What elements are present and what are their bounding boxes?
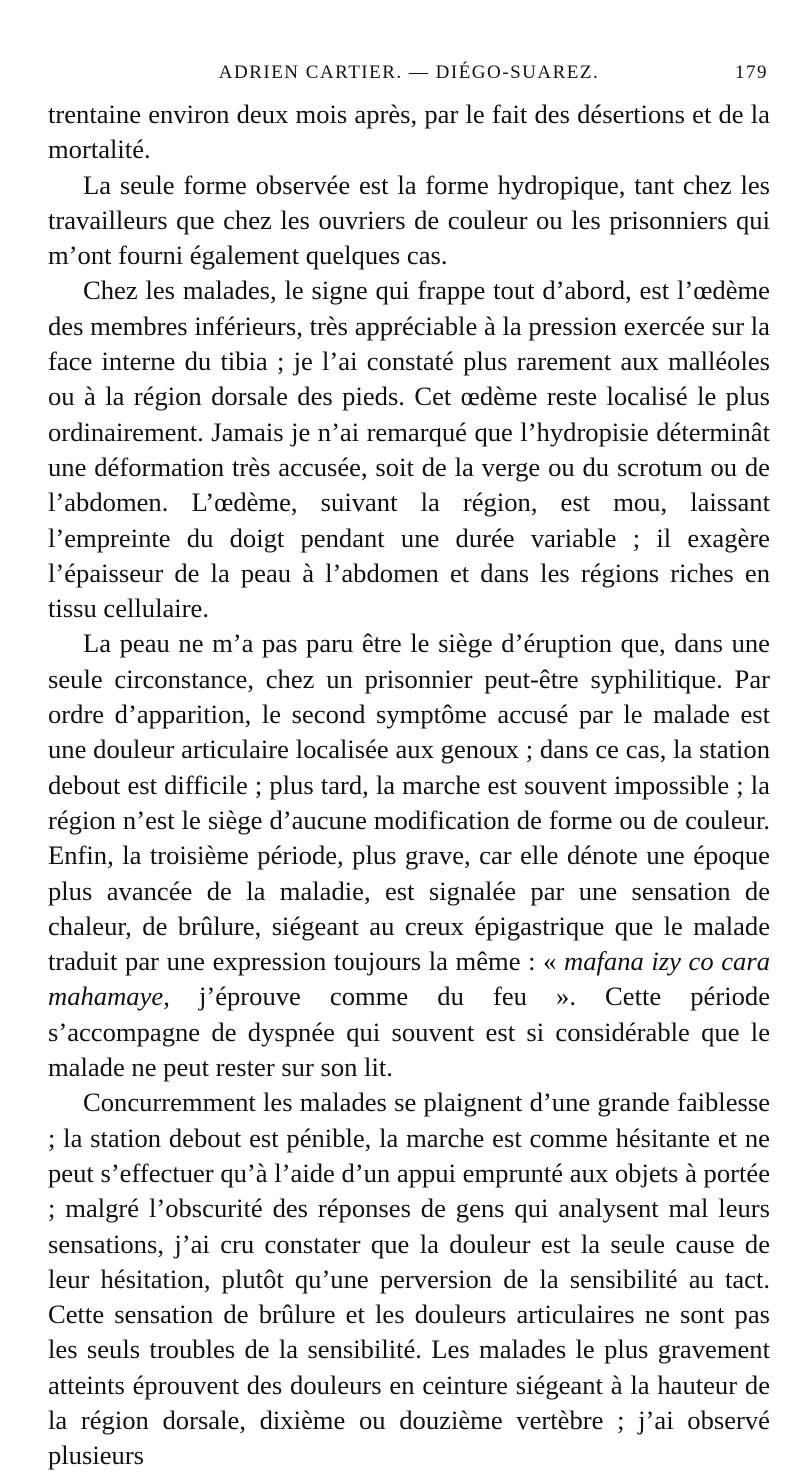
page-number: 179 — [735, 62, 768, 83]
italic-quote: mafana izy co cara mahamaye — [48, 946, 770, 1012]
paragraph-text: La peau ne m’a pas paru être le siège d’éruption que, dans une seule circonstance, chez un prisonnier peut-être syphilitique. Par ordre d’apparition, le second symptôme accusé par le malade est une douleur articulaire localisée aux genoux ; dans ce cas, la station debout est difficile ; plus tard, la marche est souvent impossible ; la région n’est le siège d’aucune modification de forme ou de couleur. Enfin, la troisième période, plus grave, car elle dénote une époque plus avancée de la maladie, est signalée par une sensation de chaleur, de brûlure, siégeant au creux épigastrique que le malade traduit par une expression toujours la même : « — [48, 628, 770, 977]
book-page — [48, 62, 770, 1471]
paragraph — [48, 168, 770, 274]
paragraph-text: trentaine environ deux mois après, par le fait des désertions et de la mortalité. — [48, 99, 770, 165]
paragraph — [48, 273, 770, 626]
paragraph-text: , j’éprouve comme du feu ». Cette période s’accompagne de dyspnée qui souvent est si considérable que le malade ne peut rester sur son lit. — [48, 981, 770, 1083]
paragraph — [48, 97, 770, 168]
paragraph-text: Concurremment les malades se plaignent d’une grande faiblesse ; la station debout est pénible, la marche est comme hésitante et ne peut s’effectuer qu’à l’aide d’un appui emprunté aux objets à portée ; malgré l’obscurité des réponses de gens qui analysent mal leurs sensations, j’ai cru constater que la douleur est la seule cause de leur hésitation, plutôt qu’une perversion de la sensibilité au tact. Cette sensation de brûlure et les douleurs articulaires ne sont pas les seuls troubles de la sensibilité. Les malades le plus gravement atteints éprouvent des douleurs en ceinture siégeant à la hauteur de la région dorsale, dixième ou douzième vertèbre ; j’ai observé plusieurs — [48, 1087, 770, 1471]
paragraph-text: La seule forme observée est la forme hydropique, tant chez les travailleurs que chez les ouvriers de couleur ou les prisonniers qui m’ont fourni également quelques cas. — [48, 169, 770, 271]
running-head — [48, 62, 770, 92]
running-title: ADRIEN CARTIER. — DIÉGO-SUAREZ. — [218, 62, 600, 83]
body-text — [48, 97, 770, 1474]
paragraph — [48, 1085, 770, 1473]
paragraph-text: Chez les malades, le signe qui frappe tout d’abord, est l’œdème des membres inférieurs, très appréciable à la pression exercée sur la face interne du tibia ; je l’ai constaté plus rarement aux malléoles ou à la région dorsale des pieds. Cet œdème reste localisé le plus ordinairement. Jamais je n’ai remarqué que l’hydropisie déterminât une déformation très accusée, soit de la verge ou du scrotum ou de l’abdomen. L’œdème, suivant la région, est mou, laissant l’empreinte du doigt pendant une durée variable ; il exagère l’épaisseur de la peau à l’abdomen et dans les régions riches en tissu cellulaire. — [48, 275, 770, 624]
paragraph — [48, 626, 770, 1085]
